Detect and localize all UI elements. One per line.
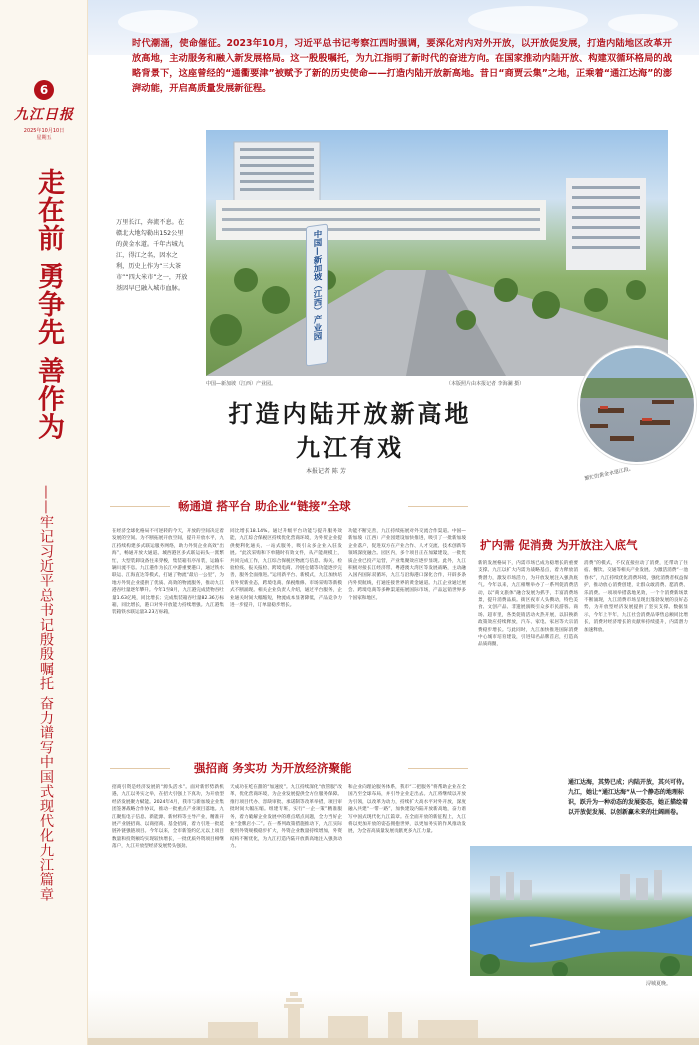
- byline: 本报记者 陈 芳: [306, 468, 346, 475]
- s3-column-2: 天成功在屹在甜的“加速度”。九江持续深化“放管服”改革，优化营商环境，为企业发展提供全方位服务保障。推行项目代办、容缺审批、承诺制等改革举措，项目审批时间大幅压缩。组建专班，实行“一企一策”精准服务，着力破解企业发展中的难点堵点问题，全力当好企业“金牌店小二”。在一系列政策措施推动下，九江实际使用外资规模稳步扩大，外资企业数量持续增加，外资结构不断优化，为九江打造内陆开放新高地注入强劲动力。: [230, 785, 342, 850]
- park-illustration: [206, 130, 668, 376]
- main-title: [140, 397, 560, 465]
- photo-caption: 中国—新加坡（江西）产业园。: [206, 381, 277, 387]
- s3-column-3: 和企业向理论服务体系，我市“二把服务”将帮助企业在全国乃至全球布局，并引导企业走出去。九江将继续以开放为引领，以改革为动力，持续扩大高水平对外开放，深度融入共建“一带一路”，加快建设内陆开放新高地，奋力谱写中国式现代化九江篇章。在全面开放的新征程上，九江将以更加开放的姿态拥抱世界，以更加务实的作风推动发展，为全省高质量发展贡献更多九江力量。: [348, 785, 466, 835]
- section-header-3: [110, 758, 470, 778]
- river-city-illustration: [470, 846, 692, 976]
- closing-quote: 通江达海，其势已成；内陆开放，其兴可待。九江，她让“通江达海”从一个静态的地理标识，跃升为一种动态的发展姿态，她正描绘着以开放促发展、以创新赢未来的壮阔画卷。: [568, 779, 689, 816]
- issue-date: 2025年10月10日: [23, 128, 65, 134]
- paper-name: 九江日报: [14, 107, 74, 123]
- port-illustration: [580, 348, 696, 464]
- inset-text: 万里长江，奔流不息。在赣北大地勾勒出152公里的黄金水道。千年古城九江，得江之名，因水之利，历史上作为“三大茶市”“四大米市”之一，开放基因早已融入城市血脉。: [116, 219, 188, 292]
- side-subline: ——牢记习近平总书记殷殷嘱托 奋力谱写中国式现代化九江篇章: [38, 485, 54, 902]
- masthead: [8, 80, 80, 158]
- section-title-2: 扩内需 促消费 为开放注入底气: [480, 538, 638, 552]
- industrial-park-photo: [206, 130, 668, 376]
- s3-column-1: 招商引资是经济发展的“源头活水”。面对新形势新机遇，九江以务实之举，在招大引强上下真功，为开放型经济发展聚力赋能。2024年4月，我市与新加坡企业集团签署战略合作协议，推动一批重点产业项目落地。九江聚焦电子信息、新能源、新材料等主导产业，精准开展产业链招商、以商招商、基金招商，着力引进一批延链补链强链项目。今年以来，全市新签约亿元以上项目数量和投资额均实现较快增长，一批优质外资项目相继落户，九江开放型经济发展势头强劲。: [112, 785, 224, 850]
- page-number-badge: 6: [34, 80, 54, 100]
- main-title-line1: 打造内陆开放新高地: [228, 399, 472, 428]
- s1-column-3: 功能不断完善，九江持续拓展对外交流合作渠道。中国—新加坡（江西）产业园建设加快推进，吸引了一批新加坡企业落户，促进双方在产业合作、人才交流、技术创新等领域深度融合。园区内，多个项目正在加紧建设，一批优质企业已投产运营，产业集聚效应逐步显现。此外，九江积极对接长江经济带、粤港澳大湾区等发展战略，主动融入国内国际双循环，九江与沿海港口深化合作，开辟多条内外贸航线，打通连接世界的黄金通道。九江企业通过展会、跨境电商等多种渠道拓展国际市场，产品远销世界多个国家和地区。: [348, 529, 466, 601]
- main-title-line2: 九江有戏: [296, 433, 404, 462]
- section-title-3: 强招商 务实功 为开放经济聚能: [194, 761, 352, 775]
- port-caption: 繁忙的黄金水道江段。: [584, 465, 635, 483]
- side-headline: 走在前 勇争先 善作为: [33, 168, 64, 441]
- intro-paragraph: 时代潮涌，使命催征。2023年10月，习近平总书记考察江西时强调，要深化对内对外开放，以开放促发展，打造内陆地区改革开放高地，主动服务和融入新发展格局。这一殷殷嘱托，为九江指明了新时代的奋进方向。在国家推动内陆开放、构建双循环格局的战略背景下，这座曾经的“通衢要津”被赋予了新的历史使命——打造内陆开放新高地。昔日“商贾云集”之地，正乘着“通江达海”的澎湃动能，开启高质量发展新征程。: [132, 38, 672, 94]
- s1-column-1: 在经济全球化格局不可逆转的今天，开放的空间决定着发展的空间。为不断拓展开放空间，提升开放水平，九江持续构建多式联运服务网络，助力外贸企业高效“出海”，畅通开放大通道。城西港区多式联运码头一派繁忙，大型装卸设备往来穿梭，集装箱有序吊装，运输车辆川流不息。九江港作为长江中游重要港口，通过铁水联运、江海直达等模式，打通了物流“最后一公里”，为地方外贸企业提供了优质、高效的物流服务，推动九江港吞吐量逐年攀升。今年1至8月，九江港完成货物吞吐量1.63亿吨，同比增长；完成集装箱吞吐量82.36万标箱，同比增长，港口对外开放能力持续增强。九江港集装箱铁水联运量3.23万标箱，: [112, 529, 224, 616]
- section-title-1: 畅通道 搭平台 助企业“链接”全球: [178, 499, 351, 513]
- photo-credit: （本版照片由本报记者 李海澜 摄）: [446, 381, 525, 387]
- bottom-skyline: [88, 990, 699, 1045]
- s2-column-1: 新的发展格局下，内需市场已成为稳增长的重要支撑。九江以扩大内需为战略基点，着力释放消费潜力，激发市场活力，为开放发展注入强劲底气。今年以来，九江相继举办了一系列促消费活动，以“商文旅体”融合发展为抓手，丰富消费场景，提升消费品质。街区夜市人头攒动，特色美食、文创产品、非遗展演吸引众多市民游客。商场、超市里，各类促销活动火热开展，以旧换新政策效应持续释放，汽车、家电、家居等大宗消费稳步增长。与此同时，九江加快推进国际消费中心城市培育建设，引进知名品牌首店，打造高品质商圈，: [478, 561, 578, 648]
- s1-column-2: 同比增长18.14%。通过升级平台功能与提升服务效能，九江综合保税区持续优化营商环境，为外贸企业提供便利化通关、一站式服务，吸引众多企业入驻发展。“此次采购和下单随时有效文件，从产能规模上，共同完成工作，九江综合保税区物流与信息、海关、检验检疫、报关报检、跨境电商、冷链仓储等功能逐步完善，服务全面推进。”运用新平台、新模式，九江加快培育外贸新业态，跨境电商、保税维修、市场采购等新模式不断涌现。相关企业负责人介绍，通过平台服务，企业通关时间大幅缩短，物流成本显著降低，产品竞争力进一步提升，订单量稳步增长。: [230, 529, 342, 609]
- section-header-1: [110, 496, 470, 516]
- river-city-photo: [470, 846, 692, 976]
- river-caption: 浔城夏晚。: [646, 981, 672, 987]
- park-sign: [306, 223, 328, 366]
- s2-column-2: 消费”的模式，不仅直接拉动了消费，还带动了住宿、餐饮、交通等相关产业发展。为激活消费“一池春水”，九江持续优化消费环境，强化消费者权益保护，推动放心消费创建，让群众敢消费、愿消费、乐消费。一项项举措落地见效，一个个消费新场景不断涌现，九江消费市场呈现出蓬勃发展的良好态势，为开放型经济发展提供了坚实支撑。数据显示，今年上半年，九江社会消费品零售总额同比增长，消费对经济增长的贡献率持续提升，内需潜力加速释放。: [584, 561, 688, 633]
- inset-box: [108, 217, 188, 369]
- section-header-2: [478, 535, 688, 555]
- port-photo: [578, 346, 696, 464]
- pagoda-skyline-icon: [88, 990, 699, 1045]
- issue-weekday: 星期五: [36, 135, 52, 141]
- park-sign-text: 中国—新加坡（江西）产业园: [312, 229, 322, 342]
